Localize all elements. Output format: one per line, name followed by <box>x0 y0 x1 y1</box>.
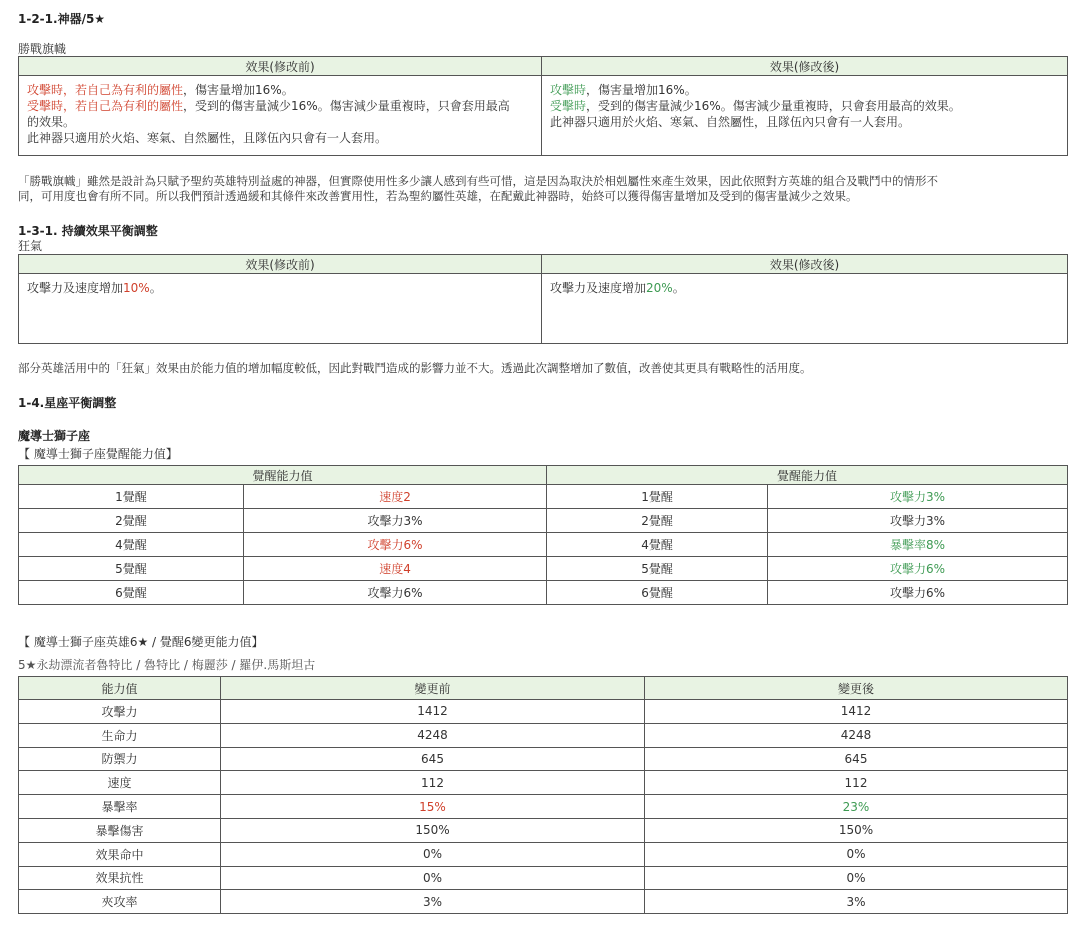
awakening-header-left: 覺醒能力值 <box>19 466 547 485</box>
awakening-level-label: 2覺醒 <box>19 509 244 533</box>
table-row <box>19 747 1068 771</box>
artifact-before-cell <box>19 76 542 156</box>
artifact-heading: 1-2-1.神器/5★ <box>18 12 106 26</box>
stats-header-before: 變更前 <box>221 677 645 700</box>
artifact-before-l2: ，受到的傷害量減少16%。傷害減少量重複時，只會套用最高 <box>183 99 510 113</box>
stats-caption: 【 魔導士獅子座英雄6★ / 覺醒6變更能力值】 <box>18 635 264 649</box>
stat-name: 效果抗性 <box>19 866 221 890</box>
stat-name: 效果命中 <box>19 842 221 866</box>
artifact-col-after: 效果(修改後) <box>542 57 1068 76</box>
stat-after-value: 23% <box>645 795 1068 819</box>
rage-after-text: 攻擊力及速度增加 <box>550 281 647 295</box>
stat-after-value: 0% <box>645 842 1068 866</box>
stat-name: 暴擊傷害 <box>19 818 221 842</box>
rage-effect-table <box>18 254 1068 344</box>
stat-name: 夾攻率 <box>19 890 221 914</box>
table-row <box>19 723 1068 747</box>
awakening-after-value: 攻擊力3% <box>768 485 1068 509</box>
stat-name: 生命力 <box>19 723 221 747</box>
artifact-paragraph-line2: 同，可用度也會有所不同。所以我們預計透過緩和其條件來改善實用性，若為聖約屬性英雄，在配戴此神器時，始終可以獲得傷害量增加及受到的傷害量減少之效果。 <box>18 189 858 203</box>
table-row <box>19 485 1068 509</box>
stat-name: 暴擊率 <box>19 795 221 819</box>
stat-name: 攻擊力 <box>19 700 221 724</box>
awakening-caption: 【 魔導士獅子座覺醒能力值】 <box>18 447 178 461</box>
artifact-before-l2-highlight: 受擊時，若自己為有利的屬性 <box>27 99 184 113</box>
constellation-name: 魔導士獅子座 <box>18 429 91 443</box>
awakening-level-label: 4覺醒 <box>19 533 244 557</box>
awakening-after-value: 攻擊力6% <box>768 557 1068 581</box>
awakening-after-value: 攻擊力3% <box>768 509 1068 533</box>
stat-name: 防禦力 <box>19 747 221 771</box>
artifact-effect-table <box>18 56 1068 156</box>
awakening-before-value: 攻擊力6% <box>244 581 547 605</box>
awakening-header-right: 覺醒能力值 <box>547 466 1068 485</box>
table-row <box>19 533 1068 557</box>
artifact-before-l4: 此神器只適用於火焰、寒氣、自然屬性，且隊伍內只會有一人套用。 <box>27 131 388 145</box>
stat-before-value: 645 <box>221 747 645 771</box>
table-row <box>19 890 1068 914</box>
awakening-level-label: 6覺醒 <box>547 581 768 605</box>
artifact-before-l1-highlight: 攻擊時，若自己為有利的屬性 <box>27 83 184 97</box>
table-row <box>19 818 1068 842</box>
table-row <box>19 581 1068 605</box>
stat-before-value: 1412 <box>221 700 645 724</box>
rage-col-before: 效果(修改前) <box>19 255 542 274</box>
artifact-after-l1-highlight: 攻擊時 <box>550 83 587 97</box>
awakening-level-label: 2覺醒 <box>547 509 768 533</box>
stat-before-value: 150% <box>221 818 645 842</box>
rage-after-value: 20% <box>646 281 673 295</box>
table-row <box>19 795 1068 819</box>
awakening-before-value: 速度2 <box>244 485 547 509</box>
rage-col-after: 效果(修改後) <box>542 255 1068 274</box>
awakening-after-value: 暴擊率8% <box>768 533 1068 557</box>
stat-after-value: 112 <box>645 771 1068 795</box>
artifact-before-l3: 的效果。 <box>27 115 76 129</box>
awakening-before-value: 攻擊力3% <box>244 509 547 533</box>
artifact-after-l2: ，受到的傷害量減少16%。傷害減少量重複時，只會套用最高的效果。 <box>586 99 961 113</box>
stat-after-value: 645 <box>645 747 1068 771</box>
heroes-line: 5★永劫漂流者魯特比 / 魯特比 / 梅麗莎 / 羅伊.馬斯坦古 <box>18 658 316 672</box>
stats-table <box>18 676 1068 914</box>
table-row <box>19 700 1068 724</box>
artifact-after-cell <box>542 76 1068 156</box>
artifact-before-l1: ，傷害量增加16%。 <box>183 83 294 97</box>
rage-before-value: 10% <box>123 281 150 295</box>
awakening-level-label: 5覺醒 <box>19 557 244 581</box>
awakening-level-label: 4覺醒 <box>547 533 768 557</box>
table-row <box>19 842 1068 866</box>
stat-before-value: 4248 <box>221 723 645 747</box>
artifact-paragraph-line1: 「勝戰旗幟」雖然是設計為只賦予聖約英雄特別益處的神器，但實際使用性多少讓人感到有些可惜，這是因為取決於相剋屬性來產生效果，因此依照對方英雄的組合及戰鬥中的情形不 <box>18 174 938 188</box>
rage-after-cell <box>542 274 1068 344</box>
awakening-table <box>18 465 1068 605</box>
stats-header-after: 變更後 <box>645 677 1068 700</box>
awakening-level-label: 6覺醒 <box>19 581 244 605</box>
rage-name: 狂氣 <box>18 239 43 253</box>
awakening-level-label: 1覺醒 <box>19 485 244 509</box>
stat-before-value: 0% <box>221 866 645 890</box>
stat-before-value: 0% <box>221 842 645 866</box>
stat-name: 速度 <box>19 771 221 795</box>
awakening-before-value: 速度4 <box>244 557 547 581</box>
rage-heading: 1-3-1. 持續效果平衡調整 <box>18 224 158 238</box>
stat-after-value: 3% <box>645 890 1068 914</box>
artifact-after-l1: ，傷害量增加16%。 <box>586 83 697 97</box>
table-row <box>19 866 1068 890</box>
stat-after-value: 1412 <box>645 700 1068 724</box>
awakening-before-value: 攻擊力6% <box>244 533 547 557</box>
table-row <box>19 557 1068 581</box>
awakening-after-value: 攻擊力6% <box>768 581 1068 605</box>
artifact-name: 勝戰旗幟 <box>18 42 67 56</box>
stat-after-value: 150% <box>645 818 1068 842</box>
table-row <box>19 509 1068 533</box>
artifact-after-l2-highlight: 受擊時 <box>550 99 587 113</box>
table-row <box>19 771 1068 795</box>
constellation-heading: 1-4.星座平衡調整 <box>18 396 117 410</box>
rage-before-text: 攻擊力及速度增加 <box>27 281 124 295</box>
rage-before-end: 。 <box>149 281 162 295</box>
stats-header-name: 能力值 <box>19 677 221 700</box>
stat-before-value: 112 <box>221 771 645 795</box>
artifact-after-l3: 此神器只適用於火焰、寒氣、自然屬性，且隊伍內只會有一人套用。 <box>550 115 911 129</box>
rage-paragraph: 部分英雄活用中的「狂氣」效果由於能力值的增加幅度較低，因此對戰鬥造成的影響力並不大。透過此次調整增加了數值，改善使其更具有戰略性的活用度。 <box>18 361 812 375</box>
rage-before-cell <box>19 274 542 344</box>
artifact-paragraph <box>18 174 1068 204</box>
artifact-col-before: 效果(修改前) <box>19 57 542 76</box>
stat-before-value: 15% <box>221 795 645 819</box>
stat-before-value: 3% <box>221 890 645 914</box>
awakening-level-label: 1覺醒 <box>547 485 768 509</box>
rage-after-end: 。 <box>672 281 685 295</box>
stat-after-value: 4248 <box>645 723 1068 747</box>
awakening-level-label: 5覺醒 <box>547 557 768 581</box>
stat-after-value: 0% <box>645 866 1068 890</box>
